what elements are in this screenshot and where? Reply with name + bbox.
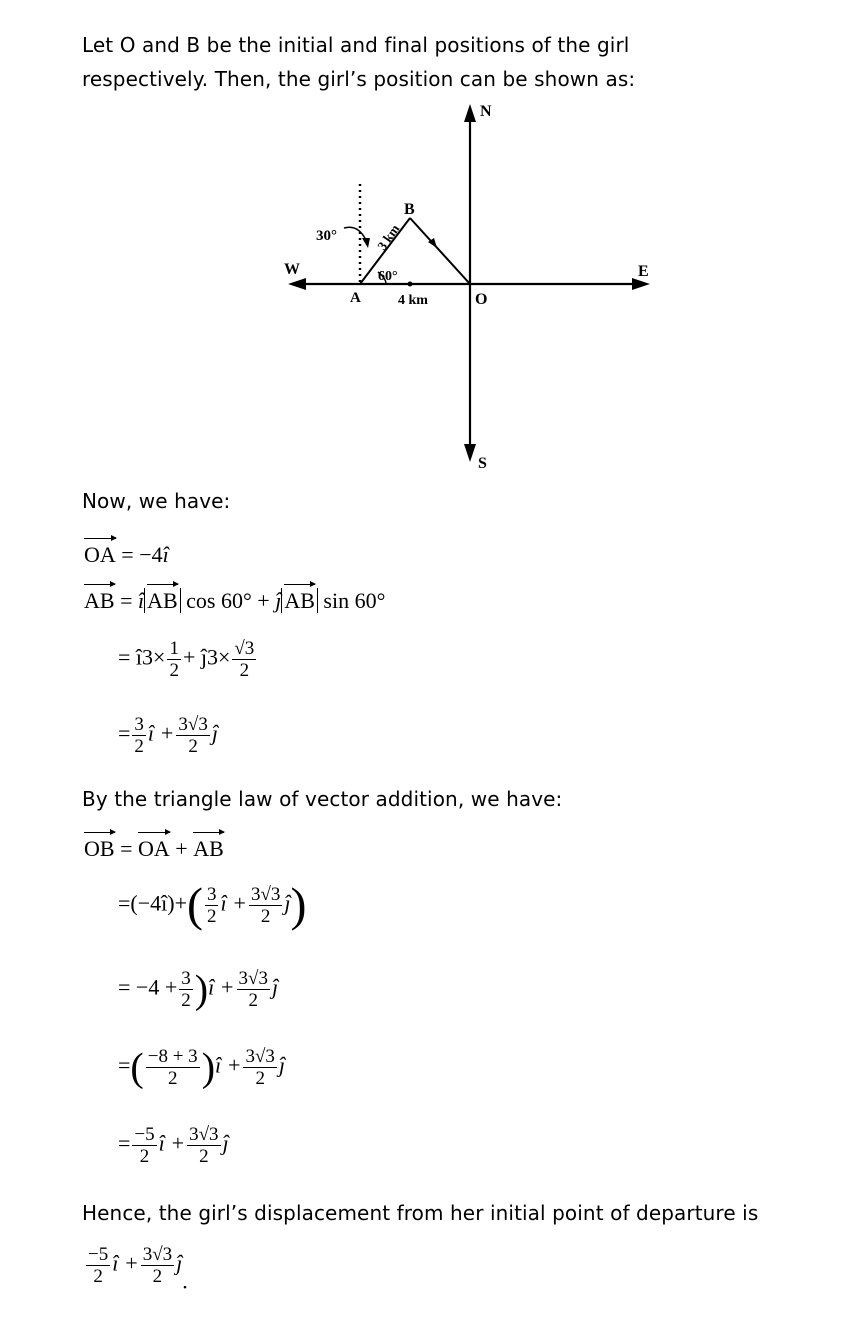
s1-frac2-num: 3√3: [250, 884, 281, 905]
conclusion-text: Hence, the girl’s displacement from her initial point of departure is: [82, 1201, 759, 1225]
step1-part-a: = î3×: [118, 644, 166, 670]
s3-frac2-num: 3√3: [245, 1046, 275, 1067]
unit-j: ĵ: [275, 588, 282, 613]
sin-term: sin 60°: [323, 588, 386, 613]
s4-frac1-den: 2: [139, 1146, 150, 1167]
point-a-label: A: [350, 290, 361, 306]
section-1-heading: Now, we have:: [82, 489, 231, 513]
s1-i: î +: [220, 890, 247, 916]
unit-i: î: [137, 588, 145, 613]
s4-frac1-num: −5: [134, 1124, 155, 1145]
s3-frac2-den: 2: [255, 1068, 265, 1089]
step1-frac1-num: 1: [169, 638, 179, 659]
intro-line-2: respectively. Then, the girl’s position can be shown as:: [82, 67, 636, 91]
s4-frac2-num: 3√3: [189, 1124, 219, 1145]
s2-i: î +: [208, 974, 235, 1000]
s3-i: î +: [215, 1052, 242, 1078]
step1-frac1-den: 2: [169, 660, 179, 681]
equation-ob-step-2: = −4 + $\frac{3}{2}$ )î + $\frac{3√3}{2}$ ĵ: [118, 966, 279, 1012]
step2-frac2-den: 2: [188, 736, 198, 757]
conclusion-period: .: [182, 1268, 188, 1294]
conclusion-frac1-num: −5: [88, 1244, 109, 1265]
step2-j: ĵ: [211, 720, 218, 746]
s1-frac1-num: 3: [206, 884, 217, 905]
step2-frac1-den: 2: [134, 736, 144, 757]
north-arrowhead: [464, 104, 476, 122]
vector-oa: OA: [84, 536, 116, 568]
equation-ab-step-1: [118, 638, 258, 681]
point-o-label: O: [475, 291, 488, 308]
oa-rhs: = −4: [121, 542, 163, 567]
distance-3km-label: 3 km: [374, 221, 403, 253]
step2-frac1-num: 3: [134, 714, 144, 735]
s2-frac2-num: 3√3: [238, 968, 268, 989]
ao-direction-dot: [408, 282, 413, 287]
s2-frac2-den: 2: [248, 990, 258, 1011]
s2-j: ĵ: [271, 974, 279, 1000]
ob-equals: =: [120, 836, 133, 861]
equation-ab: [84, 582, 385, 614]
equation-ob-step-4: [118, 1124, 229, 1167]
displacement-diagram: [0, 100, 864, 480]
angle-30-arrowhead: [362, 238, 370, 248]
s2-frac1-num: 3: [181, 968, 191, 989]
segment-bo: [410, 218, 470, 284]
s4-equals: =: [118, 1130, 131, 1156]
vector-ab: AB: [84, 582, 115, 614]
step2-equals: =: [118, 720, 131, 746]
south-label: S: [478, 455, 487, 472]
unit-i: î: [162, 542, 169, 567]
north-label: N: [480, 103, 492, 120]
s3-j: ĵ: [278, 1052, 286, 1078]
cos-term: cos 60° +: [186, 588, 270, 613]
s4-frac2-den: 2: [199, 1146, 209, 1167]
vector-ab-magnitude: AB: [147, 582, 178, 614]
equation-ob-step-1: =(−4î)+( $\frac{3}{2}$ î + $\frac{3√3}{2}$ ĵ): [118, 878, 307, 932]
step1-frac2-den: 2: [239, 660, 250, 681]
s3-equals: =: [118, 1052, 131, 1078]
step1-part-b: + ĵ3×: [182, 644, 231, 670]
equation-oa: [84, 536, 169, 568]
angle-60-label: 60°: [378, 269, 398, 284]
vector-ob: OB: [84, 830, 115, 862]
s2-frac1-den: 2: [181, 990, 191, 1011]
equation-ob-step-3: =( $\frac{-8 + 3}{2}$ )î + $\frac{3√3}{2}$ ĵ: [118, 1044, 286, 1090]
s1-part-a: =(−4î)+: [118, 890, 187, 916]
ob-plus: +: [175, 836, 188, 861]
s3-frac1-num: −8 + 3: [147, 1046, 198, 1067]
equation-ab-step-2: [118, 714, 218, 757]
conclusion-frac1-den: 2: [93, 1266, 103, 1287]
s1-j: ĵ: [284, 890, 291, 916]
vector-ab-magnitude-2: AB: [284, 582, 315, 614]
conclusion-frac2-den: 2: [152, 1266, 163, 1287]
step1-frac2-num: √3: [234, 638, 255, 659]
s1-frac2-den: 2: [260, 906, 271, 927]
angle-30-label: 30°: [316, 228, 337, 244]
distance-4km-label: 4 km: [398, 293, 428, 308]
vector-oa-sum: OA: [138, 830, 170, 862]
point-b-label: B: [404, 201, 415, 218]
equation-ob: [84, 830, 224, 862]
west-label: W: [284, 261, 300, 278]
conclusion-i: î +: [112, 1250, 139, 1276]
conclusion-j: ĵ: [176, 1250, 183, 1276]
vector-ab-sum: AB: [193, 830, 224, 862]
s2-part-a: = −4 +: [118, 974, 178, 1000]
south-arrowhead: [464, 444, 476, 462]
s1-frac1-den: 2: [206, 906, 217, 927]
step2-frac2-num: 3√3: [178, 714, 208, 735]
ab-equals: =: [120, 588, 133, 613]
conclusion-expression: [84, 1244, 188, 1295]
s4-j: ĵ: [222, 1130, 229, 1156]
intro-line-1: Let O and B be the initial and final positions of the girl: [82, 33, 630, 57]
west-arrowhead: [288, 278, 306, 290]
section-2-heading: By the triangle law of vector addition, we have:: [82, 787, 563, 811]
east-label: E: [638, 263, 649, 280]
conclusion-frac2-num: 3√3: [142, 1244, 173, 1265]
step2-i: î +: [147, 720, 175, 746]
s3-frac1-den: 2: [167, 1068, 178, 1089]
s4-i: î +: [158, 1130, 186, 1156]
